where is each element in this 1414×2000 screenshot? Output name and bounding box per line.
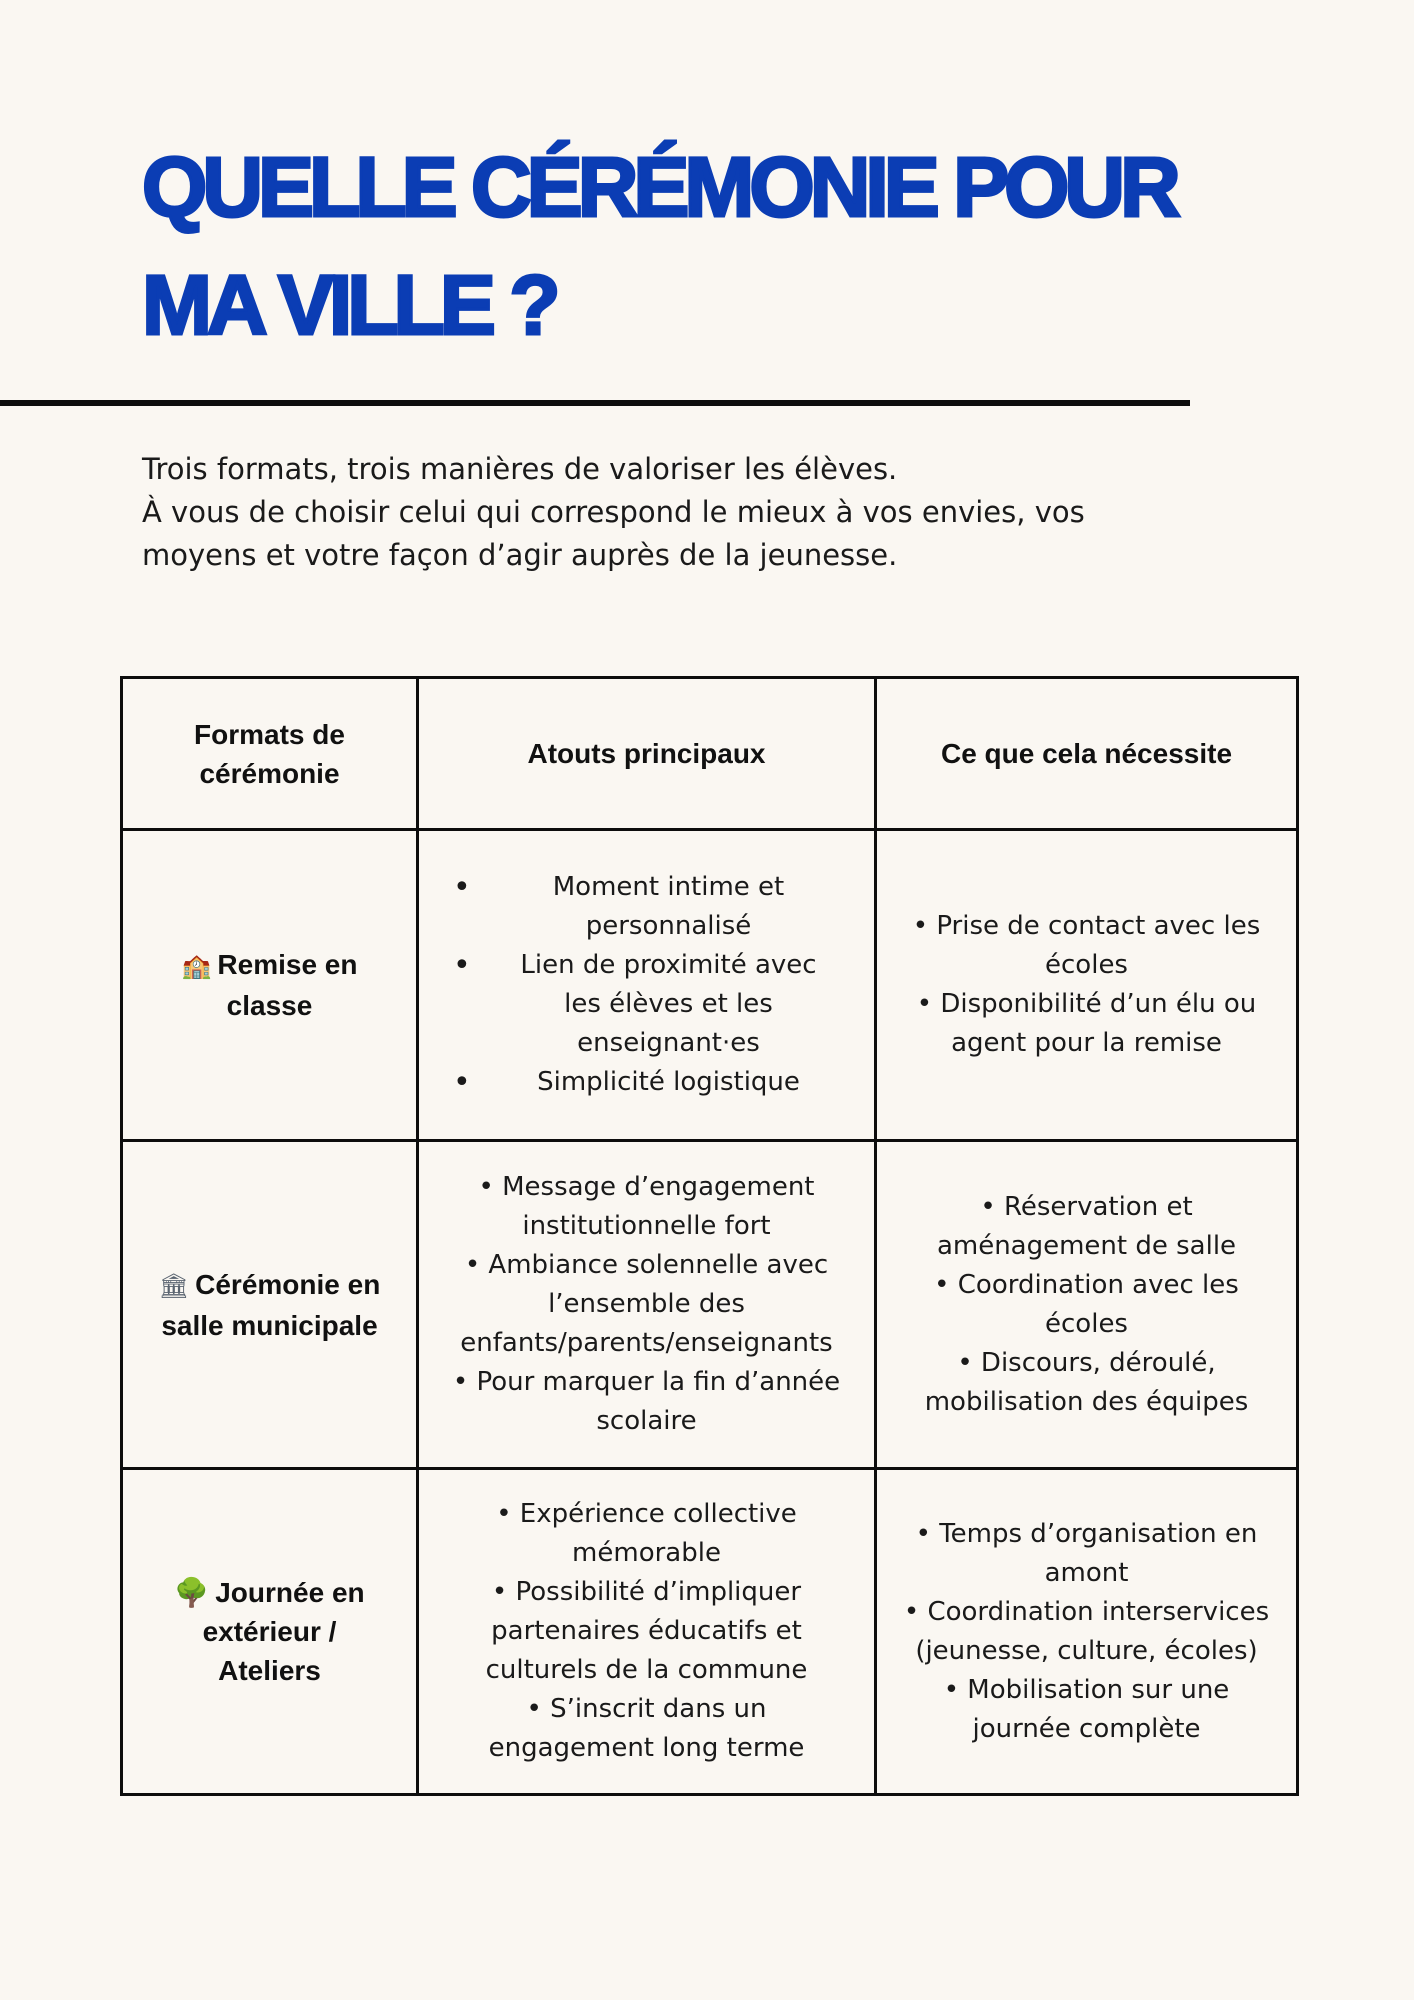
atouts-cell: • Expérience collective mémorable • Possibilité d’impliquer partenaires éducatifs et culturels de la commune • S’inscrit dans un engagement long terme bbox=[418, 1469, 876, 1795]
format-cell-ceremonie-salle-municipale bbox=[122, 1141, 418, 1469]
necessite-cell: • Réservation et aménagement de salle • Coordination avec les écoles • Discours, déroulé, mobilisation des équipes bbox=[876, 1141, 1298, 1469]
intro-paragraph bbox=[142, 448, 1222, 577]
list-item: • Simplicité logistique bbox=[433, 1063, 860, 1102]
atouts-cell bbox=[418, 830, 876, 1141]
format-label: extérieur / bbox=[202, 1616, 337, 1647]
page-title bbox=[142, 128, 1282, 364]
format-label: Ateliers bbox=[218, 1655, 321, 1686]
list-item: • Moment intime et personnalisé bbox=[433, 868, 860, 946]
table-row bbox=[122, 1141, 1298, 1469]
header-formats: Formats de cérémonie bbox=[122, 678, 418, 830]
header-necessite: Ce que cela nécessite bbox=[876, 678, 1298, 830]
tree-icon: 🌳 bbox=[174, 1576, 210, 1609]
title-line: MA VILLE ? bbox=[142, 258, 556, 352]
table-row bbox=[122, 1469, 1298, 1795]
atouts-cell: • Message d’engagement institutionnelle fort • Ambiance solennelle avec l’ensemble des enfants/parents/enseignants • Pour marquer la fin d’année scolaire bbox=[418, 1141, 876, 1469]
format-label: classe bbox=[226, 990, 313, 1021]
title-divider bbox=[0, 400, 1190, 406]
atouts-list bbox=[433, 868, 860, 1102]
necessite-cell: • Prise de contact avec les écoles • Disponibilité d’un élu ou agent pour la remise bbox=[876, 830, 1298, 1141]
ceremony-formats-table bbox=[120, 676, 1299, 1796]
classical-building-icon: 🏛 bbox=[158, 1271, 190, 1300]
school-icon: 🏫 bbox=[181, 952, 212, 980]
table-row bbox=[122, 830, 1298, 1141]
format-label: salle municipale bbox=[161, 1309, 378, 1341]
format-label: Cérémonie en bbox=[195, 1268, 381, 1300]
title-line: QUELLE CÉRÉMONIE POUR bbox=[142, 140, 1176, 234]
table-header-row bbox=[122, 678, 1298, 830]
format-label: Remise en bbox=[217, 949, 358, 980]
list-item: • Lien de proximité avec les élèves et les enseignant·es bbox=[433, 946, 860, 1063]
format-label: Journée en bbox=[215, 1577, 365, 1608]
intro-line: moyens et votre façon d’agir auprès de la jeunesse. bbox=[142, 538, 898, 572]
format-cell-remise-en-classe bbox=[122, 830, 418, 1141]
intro-line: À vous de choisir celui qui correspond le mieux à vos envies, vos bbox=[142, 495, 1085, 529]
necessite-cell: • Temps d’organisation en amont • Coordination interservices (jeunesse, culture, écoles) • Mobilisation sur une journée complète bbox=[876, 1469, 1298, 1795]
intro-line: Trois formats, trois manières de valoriser les élèves. bbox=[142, 452, 898, 486]
header-atouts: Atouts principaux bbox=[418, 678, 876, 830]
format-cell-journee-en-exterieur bbox=[122, 1469, 418, 1795]
